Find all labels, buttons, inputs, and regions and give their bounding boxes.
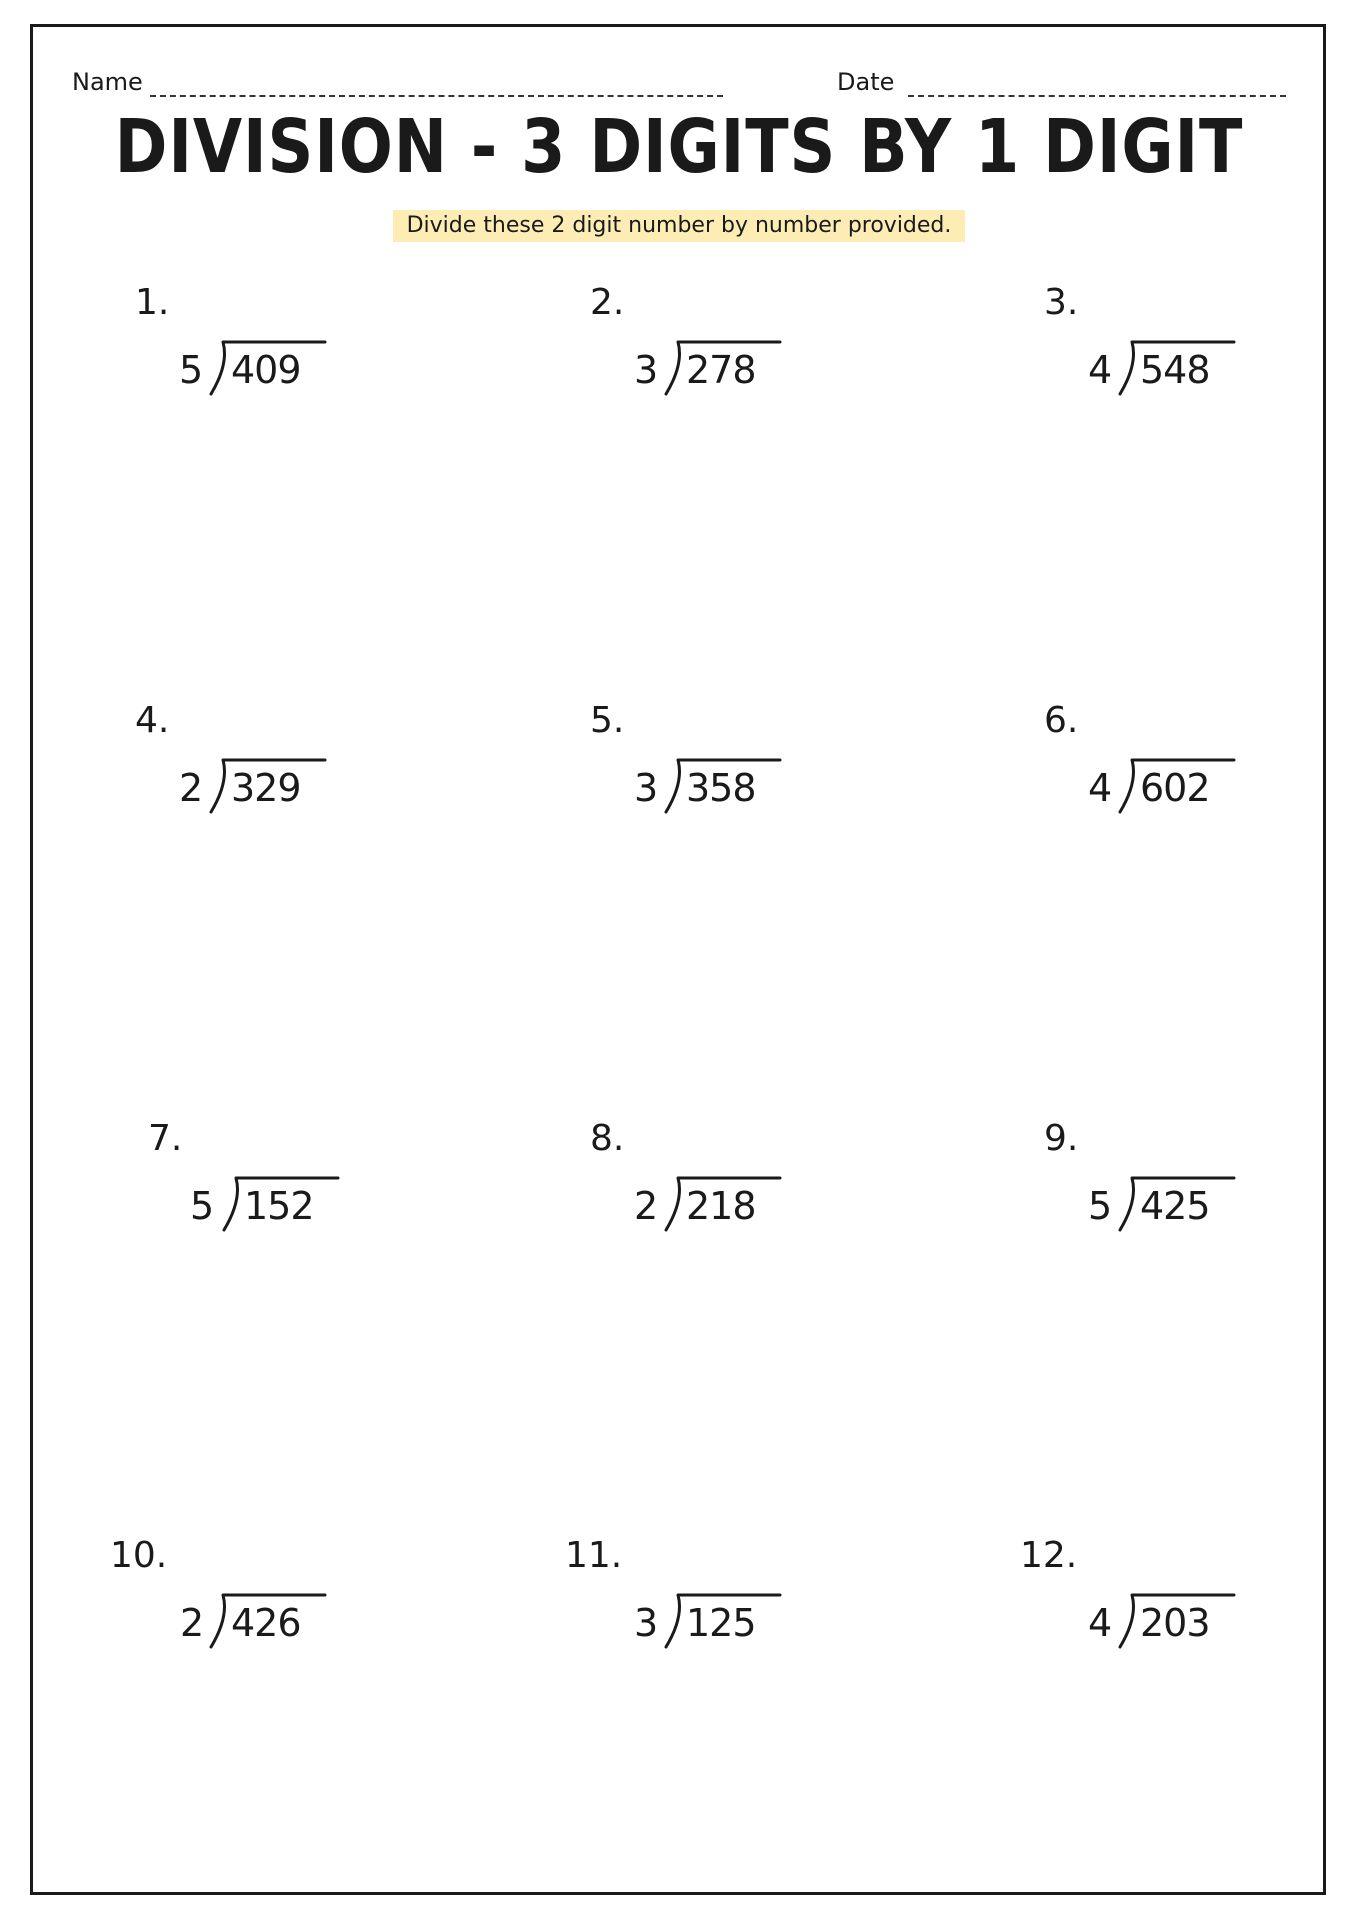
problem-number: 4. <box>135 700 170 741</box>
divisor: 4 <box>1088 348 1113 392</box>
problem-number: 1. <box>135 282 170 323</box>
problem-4 <box>135 700 395 830</box>
dividend: 125 <box>686 1601 756 1645</box>
dividend: 425 <box>1140 1184 1210 1228</box>
date-label: Date <box>837 68 895 96</box>
problem-number: 2. <box>590 282 625 323</box>
problem-8 <box>590 1118 850 1248</box>
problem-11 <box>565 1535 825 1665</box>
dividend: 329 <box>231 766 301 810</box>
problem-12 <box>1020 1535 1280 1665</box>
problem-number: 9. <box>1044 1118 1079 1159</box>
divisor: 2 <box>179 766 204 810</box>
dividend: 278 <box>686 348 756 392</box>
problem-number: 5. <box>590 700 625 741</box>
instructions-highlight: Divide these 2 digit number by number provided. <box>393 210 966 242</box>
problem-7 <box>148 1118 408 1248</box>
divisor: 4 <box>1088 1601 1113 1645</box>
problem-number: 12. <box>1020 1535 1078 1576</box>
dividend: 152 <box>244 1184 314 1228</box>
problem-1 <box>135 282 395 412</box>
divisor: 5 <box>1088 1184 1113 1228</box>
divisor: 2 <box>634 1184 659 1228</box>
dividend: 426 <box>231 1601 301 1645</box>
dividend: 548 <box>1140 348 1210 392</box>
divisor: 5 <box>190 1184 215 1228</box>
dividend: 218 <box>686 1184 756 1228</box>
problem-number: 3. <box>1044 282 1079 323</box>
problem-number: 8. <box>590 1118 625 1159</box>
divisor: 3 <box>634 1601 659 1645</box>
problem-number: 7. <box>148 1118 183 1159</box>
dividend: 203 <box>1140 1601 1210 1645</box>
problem-9 <box>1044 1118 1304 1248</box>
problem-number: 11. <box>565 1535 623 1576</box>
problem-number: 6. <box>1044 700 1079 741</box>
divisor: 3 <box>634 766 659 810</box>
divisor: 2 <box>180 1601 205 1645</box>
dividend: 409 <box>231 348 301 392</box>
divisor: 3 <box>634 348 659 392</box>
dividend: 602 <box>1140 766 1210 810</box>
problem-6 <box>1044 700 1304 830</box>
divisor: 5 <box>179 348 204 392</box>
dividend: 358 <box>686 766 756 810</box>
problem-5 <box>590 700 850 830</box>
problem-2 <box>590 282 850 412</box>
subtitle-wrapper <box>0 210 1358 242</box>
name-input-line[interactable] <box>150 95 723 97</box>
worksheet-title: DIVISION - 3 DIGITS BY 1 DIGIT <box>114 104 1244 190</box>
date-input-line[interactable] <box>908 95 1286 97</box>
name-label: Name <box>72 68 143 96</box>
problem-number: 10. <box>110 1535 168 1576</box>
problem-10 <box>110 1535 370 1665</box>
problem-3 <box>1044 282 1304 412</box>
divisor: 4 <box>1088 766 1113 810</box>
